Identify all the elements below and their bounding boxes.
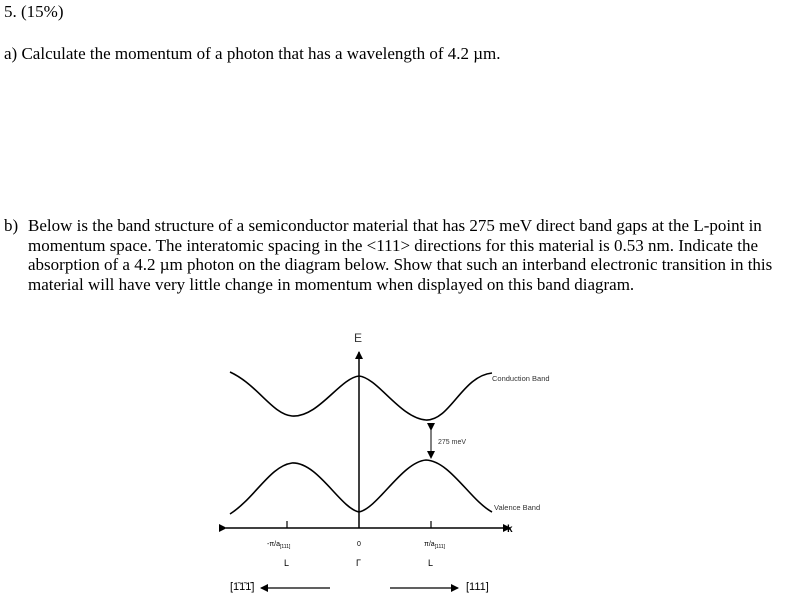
band-gap-label: 275 meV xyxy=(438,439,467,446)
point-right-label: L xyxy=(428,558,434,568)
momentum-axis-label: k xyxy=(507,524,513,535)
tick-right-text: π/a xyxy=(424,541,435,548)
part-b-text: Below is the band structure of a semiconductor material that has 275 meV direct band gaps at the L-point in momentum space. The interatomic spacing in the <111> directions for this material is 0.53 nm. Indicate the absorption of a 4.2 µm photon on the diagram below. Show that such an interband electronic transition in this material will have very little change in momentum when displayed on this band diagram. xyxy=(28,216,773,294)
part-b-label: b) xyxy=(4,216,19,235)
part-a-text: Calculate the momentum of a photon that has a wavelength of 4.2 µm. xyxy=(21,44,501,63)
valence-band-curve xyxy=(230,460,492,514)
tick-left-text: -π/a xyxy=(267,541,280,548)
tick-left-label xyxy=(267,541,291,550)
point-left-label: L xyxy=(284,558,290,568)
tick-right-label xyxy=(424,541,446,550)
tick-center-label: 0 xyxy=(357,541,361,548)
conduction-band-label: Conduction Band xyxy=(492,374,550,383)
tick-right-subscript: [111] xyxy=(434,544,446,550)
part-a-label: a) xyxy=(4,44,18,63)
point-center-label: Γ xyxy=(356,558,361,568)
direction-left-label: [1̄1̄1̄] xyxy=(230,581,255,593)
tick-left-subscript: [111] xyxy=(280,544,291,550)
valence-band-label: Valence Band xyxy=(494,503,541,512)
conduction-band-curve xyxy=(230,372,492,420)
question-number: 5. (15%) xyxy=(4,2,64,21)
energy-axis-label: E xyxy=(354,331,363,345)
direction-right-label: [111] xyxy=(466,581,489,593)
